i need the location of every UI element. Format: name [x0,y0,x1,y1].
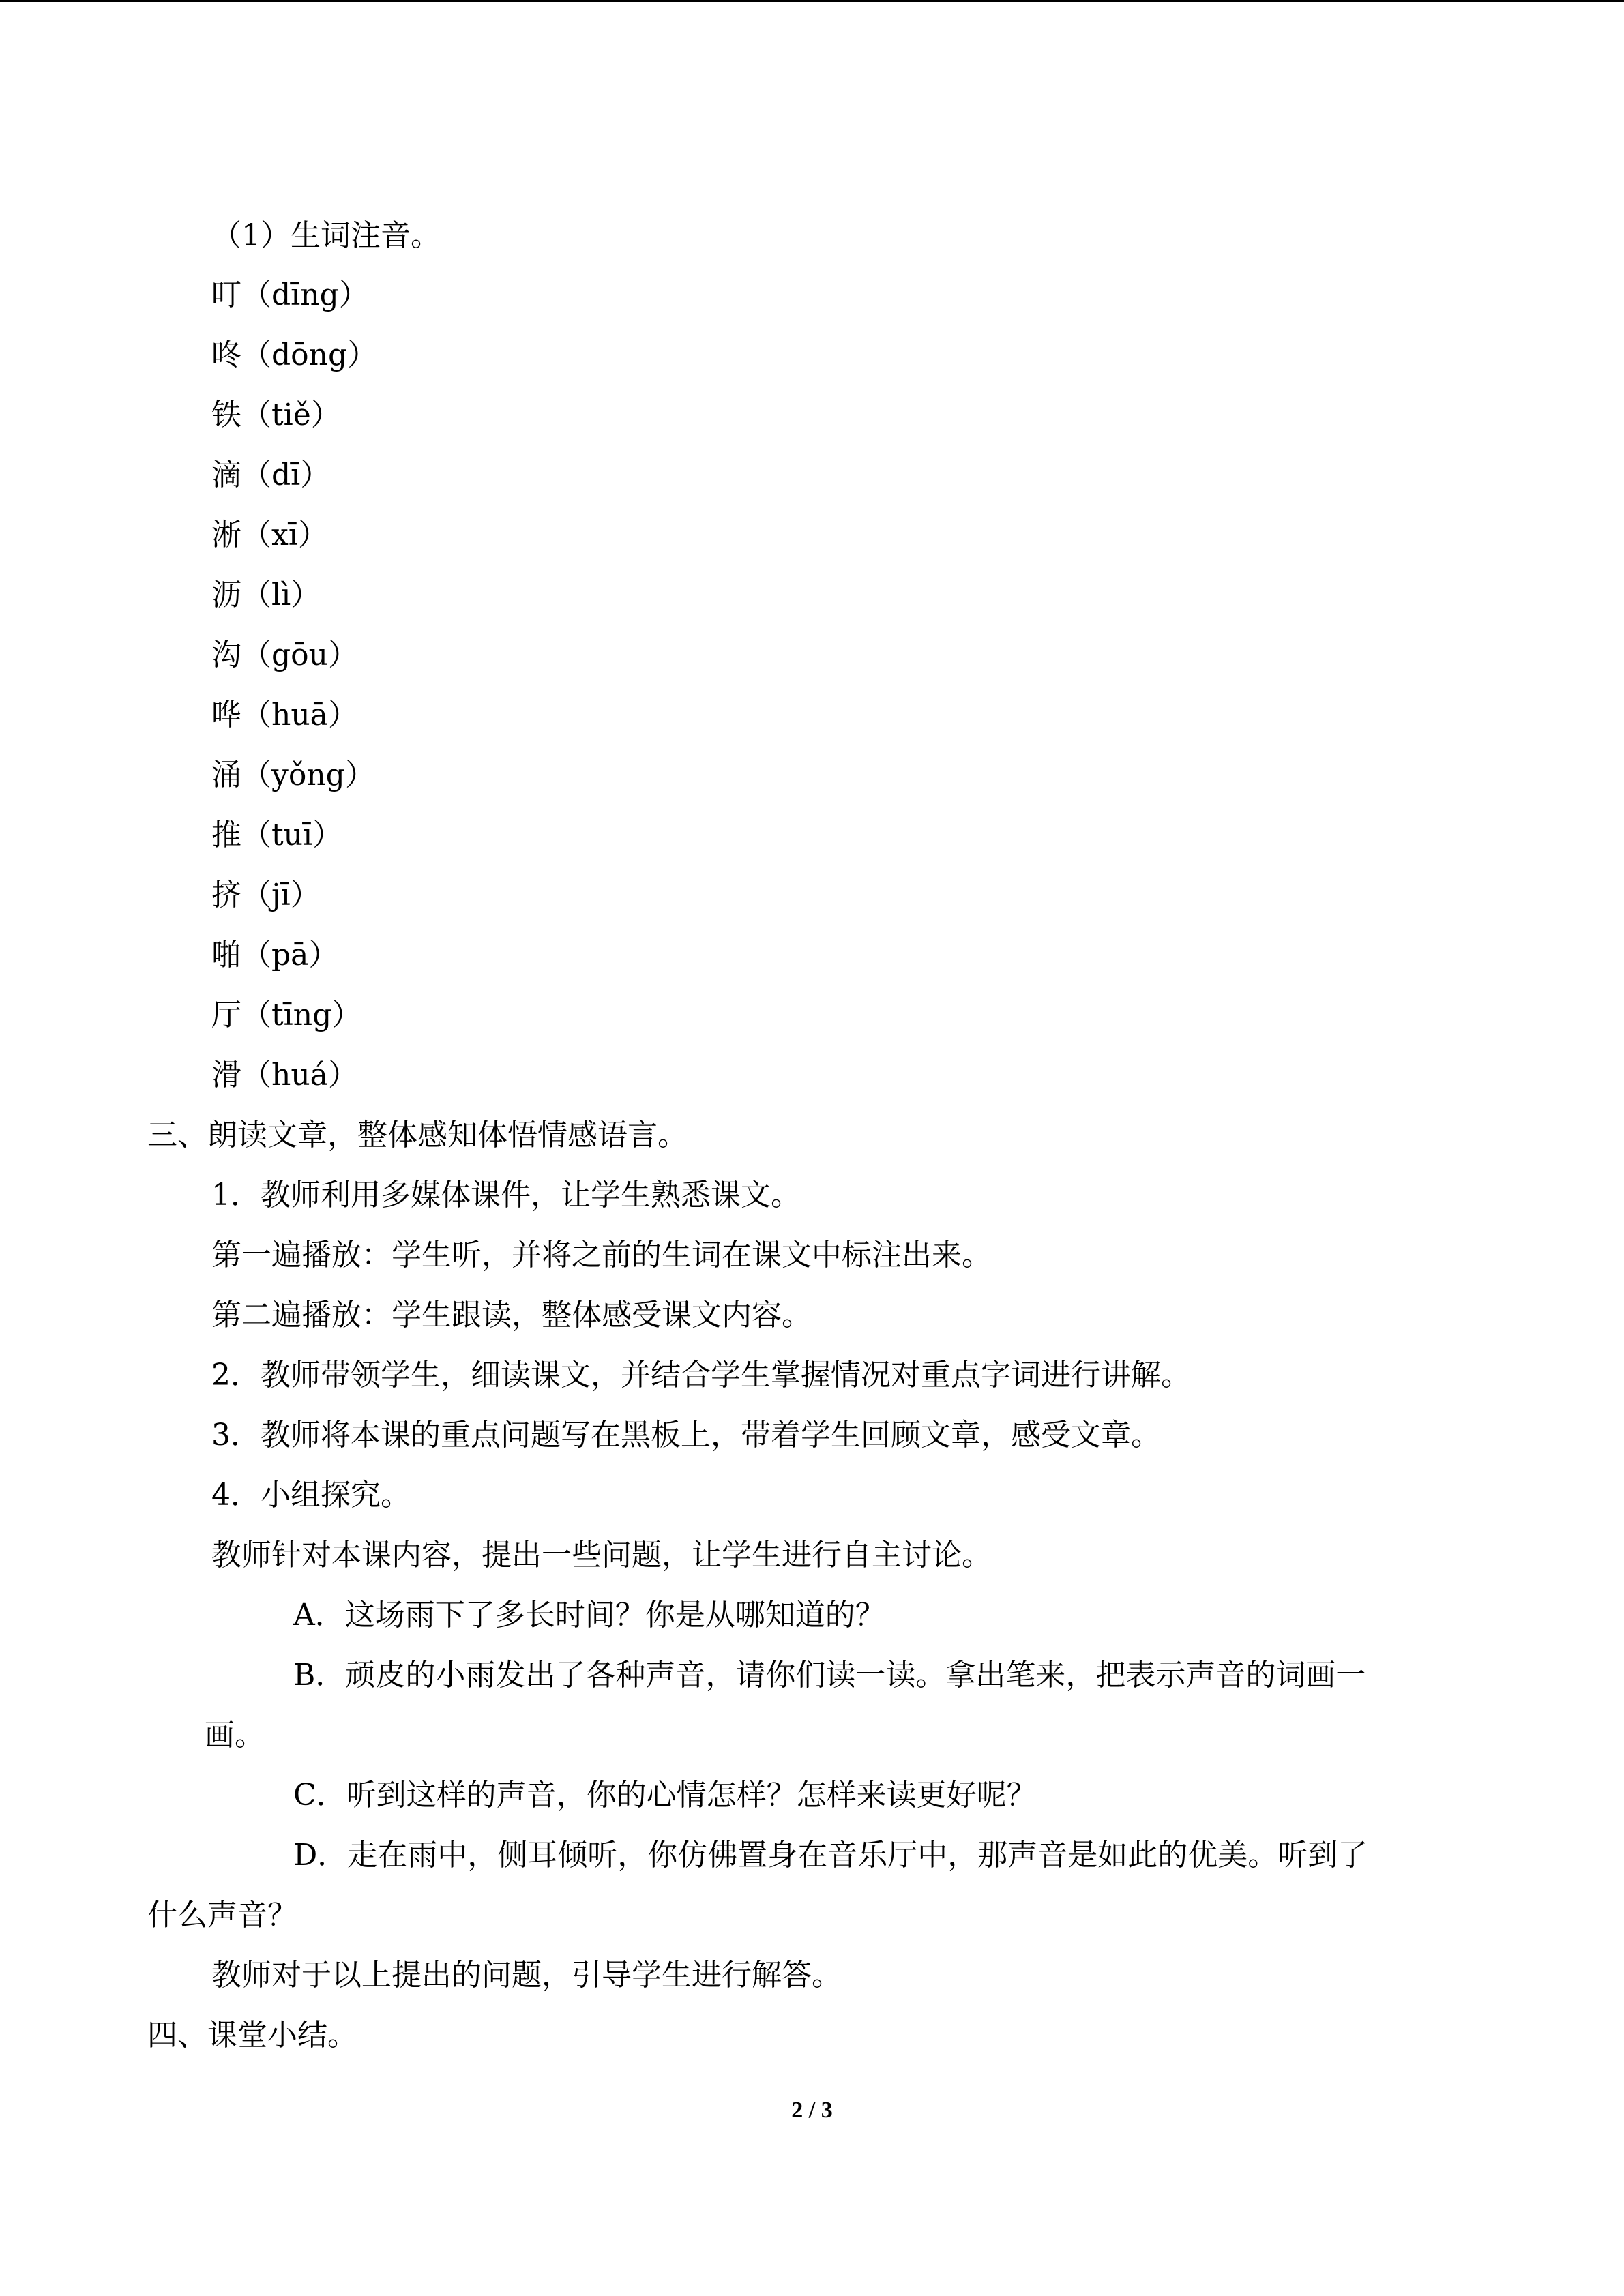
vocab-item: 推（tuī） [211,818,343,852]
vocab-item: 沥（lì） [211,578,321,612]
step-1: 1．教师利用多媒体课件，让学生熟悉课文。 [211,1178,801,1212]
play-2: 第二遍播放：学生跟读，整体感受课文内容。 [211,1298,812,1332]
section-heading: 四、课堂小结。 [147,2018,357,2053]
section-heading: 三、朗读文章，整体感知体悟情感语言。 [147,1118,688,1152]
vocab-item: 咚（dōng） [211,338,378,372]
question-b: B．顽皮的小雨发出了各种声音，请你们读一读。拿出笔来，把表示声音的词画一 [293,1658,1366,1693]
teacher-guide: 教师对于以上提出的问题，引导学生进行解答。 [211,1958,842,1993]
vocab-item: 哗（huā） [211,698,358,732]
play-1: 第一遍播放：学生听，并将之前的生词在课文中标注出来。 [211,1238,992,1272]
vocab-item: 淅（xī） [211,518,328,552]
vocab-item: 滑（huá） [211,1058,358,1092]
vocab-item: 啪（pā） [211,938,339,972]
vocab-heading: （1）生词注音。 [211,218,441,253]
vocab-item: 涌（yǒng） [211,758,375,792]
page-number: 2 / 3 [791,2098,833,2123]
vocab-item: 叮（dīng） [211,278,369,312]
discussion-intro: 教师针对本课内容，提出一些问题，让学生进行自主讨论。 [211,1538,992,1572]
question-b-continued: 画。 [205,1718,265,1753]
vocab-item: 滴（dī） [211,458,331,492]
question-d: D．走在雨中，侧耳倾听，你仿佛置身在音乐厅中，那声音是如此的优美。听到了 [293,1838,1368,1873]
vocab-item: 沟（gōu） [211,638,358,672]
question-c: C．听到这样的声音，你的心情怎样？怎样来读更好呢？ [293,1778,1037,1813]
question-a: A．这场雨下了多长时间？你是从哪知道的？ [293,1598,885,1632]
step-3: 3．教师将本课的重点问题写在黑板上，带着学生回顾文章，感受文章。 [211,1418,1161,1452]
vocab-item: 厅（tīng） [211,998,362,1032]
step-2: 2．教师带领学生，细读课文，并结合学生掌握情况对重点字词进行讲解。 [211,1358,1191,1392]
question-d-continued: 什么声音？ [147,1898,297,1933]
vocab-item: 挤（jī） [211,878,321,912]
vocab-item: 铁（tiě） [211,398,341,432]
step-4: 4．小组探究。 [211,1478,411,1512]
